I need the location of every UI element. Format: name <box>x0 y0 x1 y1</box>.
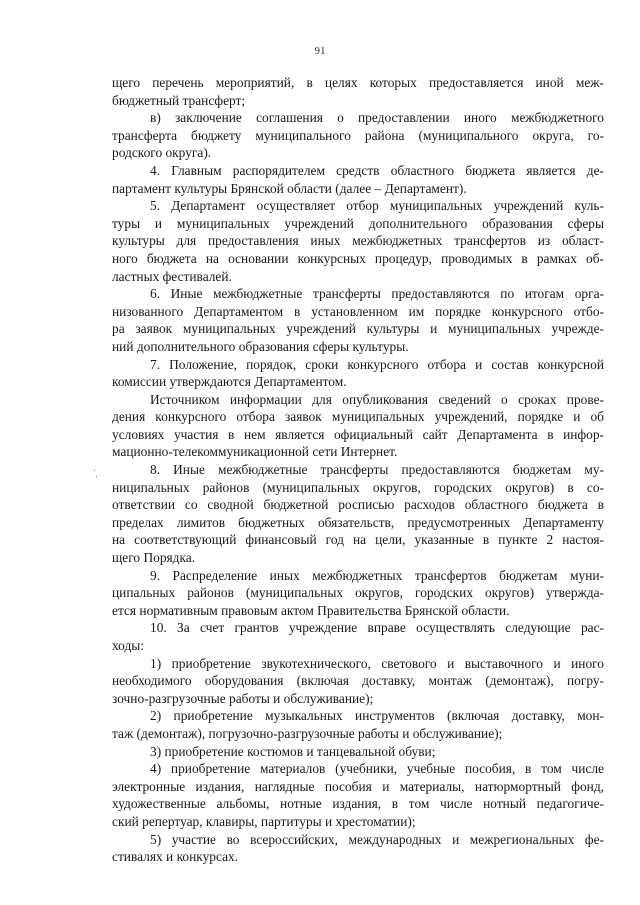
text-line: ципальных районов (муниципальных округов, городских округов) утвержда- <box>112 585 604 601</box>
text-line: ский репертуар, клавиры, партитуры и хрестоматии); <box>112 813 416 829</box>
text-line: 2) приобретение музыкальных инструментов (включая доставку, мон- <box>150 708 604 724</box>
text-line: 10. За счет грантов учреждение вправе осуществлять следующие рас- <box>150 620 604 636</box>
text-line: щего Порядка. <box>112 550 196 566</box>
text-line: зочно-разгрузочные работы и обслуживание); <box>112 690 374 706</box>
text-line: туры и муниципальных учреждений дополнительного образования сферы <box>112 215 604 231</box>
text-line: 5. Департамент осуществляет отбор муниципальных учреждений куль- <box>150 198 604 214</box>
text-line: ответствии со сводной бюджетной росписью расходов областного бюджета в <box>112 497 604 513</box>
text-line: родского округа). <box>112 145 212 161</box>
text-line: ластных фестивалей. <box>112 268 232 284</box>
text-line: партамент культуры Брянской области (далее – Департамент). <box>112 180 467 196</box>
text-line: Источником информации для опубликования сведений о сроках прове- <box>150 391 604 407</box>
text-line: 3) приобретение костюмов и танцевальной обуви; <box>150 743 436 759</box>
text-line: культуры для предоставления иных межбюджетных трансфертов из област- <box>112 233 604 249</box>
text-line: щего перечень мероприятий, в целях которых предоставляется иной меж- <box>112 75 604 90</box>
text-line: ется нормативным правовым актом Правительства Брянской области. <box>112 602 510 618</box>
text-line: 8. Иные межбюджетные трансферты предоставляются бюджетам му- <box>150 462 604 478</box>
text-line: комиссии утверждаются Департаментом. <box>112 374 347 390</box>
scan-speck <box>94 470 95 471</box>
text-line: ного бюджета на основании конкурсных процедур, проводимых в рамках об- <box>112 250 604 266</box>
text-line: 4) приобретение материалов (учебники, учебные пособия, в том числе <box>150 761 604 777</box>
text-line: дения конкурсного отбора заявок муниципальных учреждений, порядке и об <box>112 409 604 425</box>
text-line: необходимого оборудования (включая доставку, монтаж (демонтаж), погру- <box>112 673 604 689</box>
scan-speck <box>96 476 97 477</box>
text-line: 6. Иные межбюджетные трансферты предоставляются по итогам орга- <box>150 286 604 302</box>
text-line: ра заявок муниципальных учреждений культуры и муниципальных учрежде- <box>112 321 604 337</box>
text-line: 5) участие во всероссийских, международных и межрегиональных фе- <box>150 831 604 847</box>
text-line: низованного Департаментом в установленном им порядке конкурсного отбо- <box>112 303 604 319</box>
text-line: ниципальных районов (муниципальных округов, городских округов) в со- <box>112 479 604 495</box>
text-line: 9. Распределение иных межбюджетных трансфертов бюджетам муни- <box>150 567 604 583</box>
document-body <box>112 74 604 866</box>
text-line: 4. Главным распорядителем средств областного бюджета является де- <box>150 162 604 178</box>
text-line: таж (демонтаж), погрузочно-разгрузочные работы и обслуживание); <box>112 725 503 741</box>
text-line: бюджетный трансферт; <box>112 92 246 108</box>
text-line: в) заключение соглашения о предоставлении иного межбюджетного <box>150 110 604 126</box>
text-line: на соответствующий финансовый год на цели, указанные в пункте 2 настоя- <box>112 532 604 548</box>
text-line: условиях участия в нем является официальный сайт Департамента в инфор- <box>112 426 604 442</box>
text-line: художественные альбомы, нотные издания, в том числе нотный педагогиче- <box>112 796 604 812</box>
text-line: стивалях и конкурсах. <box>112 849 239 865</box>
text-line: трансферта бюджету муниципального района (муниципального округа, го- <box>112 127 604 143</box>
text-line: пределах лимитов бюджетных обязательств, предусмотренных Департаменту <box>112 514 604 530</box>
text-line: ний дополнительного образования сферы культуры. <box>112 338 409 354</box>
text-line: электронные издания, наглядные пособия и материалы, натюрмортный фонд, <box>112 778 604 794</box>
text-line: мационно-телекоммуникационной сети Интернет. <box>112 444 398 460</box>
text-line: 1) приобретение звукотехнического, светового и выставочного и иного <box>150 655 604 671</box>
text-line: 7. Положение, порядок, сроки конкурсного отбора и состав конкурсной <box>150 356 604 372</box>
text-line: ходы: <box>112 638 145 653</box>
page-number: 91 <box>314 45 326 57</box>
